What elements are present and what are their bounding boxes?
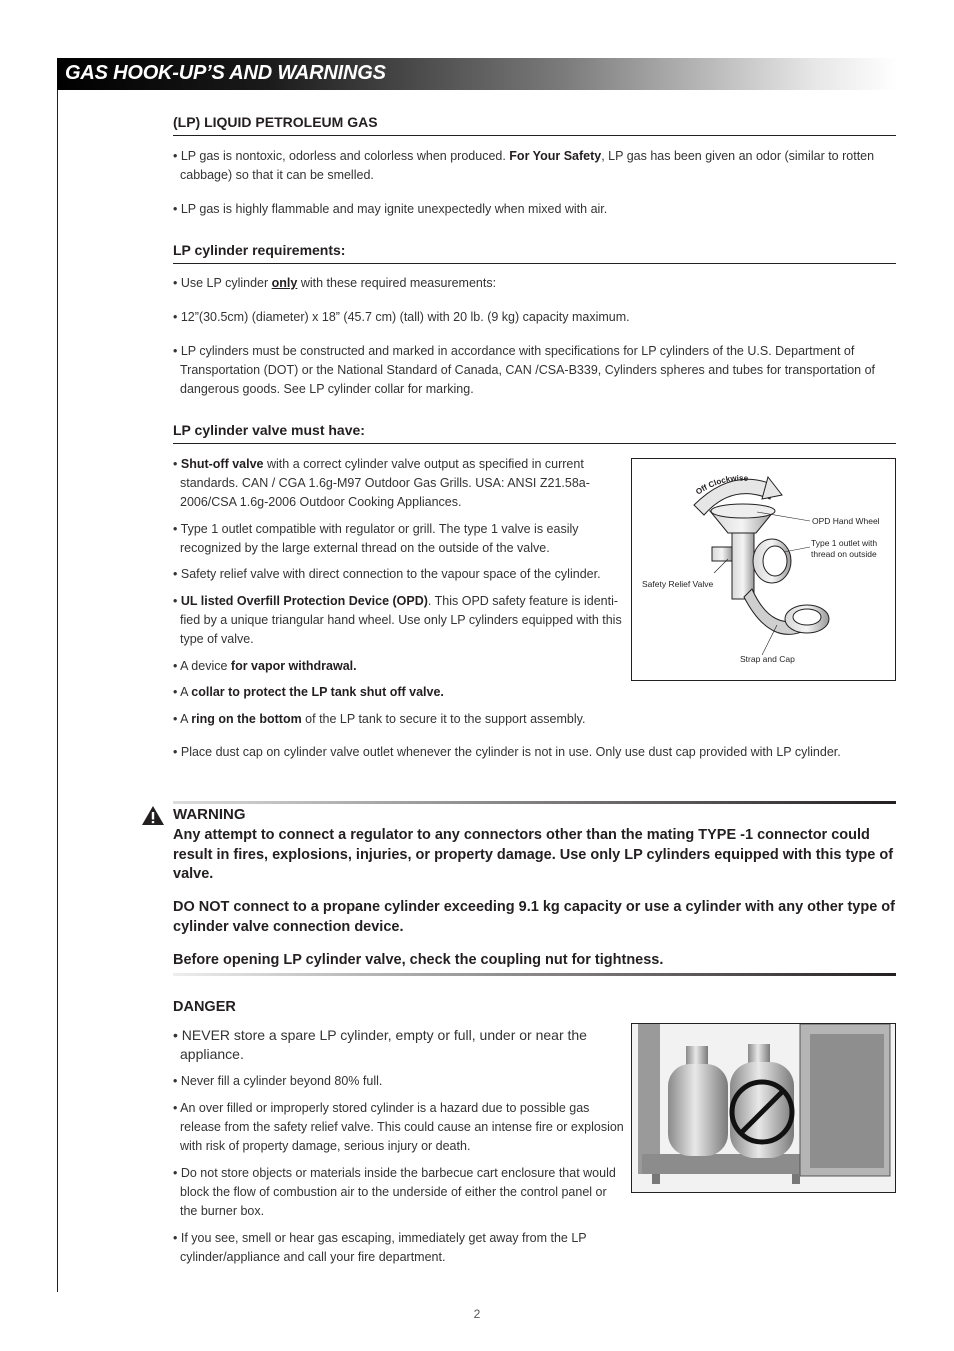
bullet-dot-standards: • LP cylinders must be constructed and marked in accordance with specifications for LP cylinders of the U.S. Department of Transportation (DOT) or the National Standard of Canada, CAN /CSA-B339, Cylinders spheres and tubes for transportation of dangerous goods. See LP cylinder collar for marking. [173,344,876,396]
label-opd-wheel: OPD Hand Wheel [812,516,880,526]
valve-illustration [632,459,895,680]
warning-paragraph-3: Before opening LP cylinder valve, check the coupling nut for tightness. [173,952,664,968]
section-banner [57,58,897,90]
bullet-only: • Use LP cylinder only with these required measurements: [173,276,497,290]
danger-bullet-spare: • NEVER store a spare LP cylinder, empty or full, under or near the appliance. [173,1027,587,1062]
warning-paragraph-2: DO NOT connect to a propane cylinder exceeding 9.1 kg capacity or use a cylinder with any other type of cylinder valve connection device. [173,899,895,935]
warning-triangle-icon [141,805,165,826]
page-number: 2 [473,1307,481,1321]
arrow-label: Off Clockwise [694,473,749,497]
bullet-lp-odor: • LP gas is nontoxic, odorless and colorless when produced. For Your Safety, LP gas has been given an odor (similar to rotten cabbage) so that it can be smelled. [173,149,875,182]
bullet-type1: • Type 1 outlet compatible with regulator or grill. The type 1 valve is easily recognized by the large external thread on the outside of the valve. [173,522,579,555]
heading-valve-must-have: LP cylinder valve must have: [173,422,896,444]
warning-rule-bottom [173,973,896,976]
label-strap-cap: Strap and Cap [740,654,795,664]
danger-bullet-overfill: • An over filled or improperly stored cylinder is a hazard due to possible gas release from the safety relief valve. This could cause an intense fire or explosion with risk of property damage, serious injury or death. [173,1101,624,1153]
bullet-dimensions: • 12”(30.5cm) (diameter) x 18” (45.7 cm) (tall) with 20 lb. (9 kg) capacity maximum. [173,310,630,324]
margin-rule [57,62,58,1292]
heading-lp-gas: (LP) LIQUID PETROLEUM GAS [173,114,896,136]
label-relief-valve: Safety Relief Valve [642,579,714,589]
danger-title: DANGER [173,999,236,1015]
warning-paragraph-1: Any attempt to connect a regulator to any connectors other than the mating TYPE -1 connector could result in fires, explosions, injuries, or property damage. Use only LP cylinders equipped with this type of valve. [173,827,894,882]
bullet-ring: • A ring on the bottom of the LP tank to secure it to the support assembly. [173,712,586,726]
danger-bullet-escaping: • If you see, smell or hear gas escaping, immediately get away from the LP cylinder/appliance and call your fire department. [173,1231,587,1264]
warning-title: WARNING [173,806,246,823]
label-type1-line1: Type 1 outlet with [811,538,878,548]
bullet-collar: • A collar to protect the LP tank shut off valve. [173,685,444,699]
heading-cylinder-requirements: LP cylinder requirements: [173,242,896,264]
danger-bullet-80: • Never fill a cylinder beyond 80% full. [173,1074,383,1088]
bullet-dust-cap: • Place dust cap on cylinder valve outlet whenever the cylinder is not in use. Only use dust cap provided with LP cylinder. [173,745,841,759]
bullet-relief: • Safety relief valve with direct connection to the vapour space of the cylinder. [173,567,601,581]
bullet-shutoff: • Shut-off valve with a correct cylinder valve output as specified in current standards. CAN / CGA 1.6g-M97 Outdoor Gas Grills. USA: ANSI Z21.58a-2006/CSA 1.6g-2006 Outdoor Cooking Appliances. [173,457,590,509]
warning-rule-top [173,801,896,804]
bullet-lp-flammable: • LP gas is highly flammable and may ignite unexpectedly when mixed with air. [173,202,608,216]
danger-bullet-enclosure: • Do not store objects or materials inside the barbecue cart enclosure that would block the flow of combustion air to the underside of either the control panel or the burner box. [173,1166,616,1218]
bullet-opd: • UL listed Overfill Protection Device (OPD). This OPD safety feature is identi-fied by a unique triangular hand wheel. Use only LP cylinders equipped with this type of valve. [173,594,622,646]
bullet-vapor: • A device for vapor withdrawal. [173,659,357,673]
cart-illustration [632,1024,895,1192]
label-type1-line2: thread on outside [811,549,877,559]
banner-title: GAS HOOK-UP’S AND WARNINGS [65,62,386,84]
cart-cylinder-photo [631,1023,896,1193]
valve-diagram [631,458,896,681]
